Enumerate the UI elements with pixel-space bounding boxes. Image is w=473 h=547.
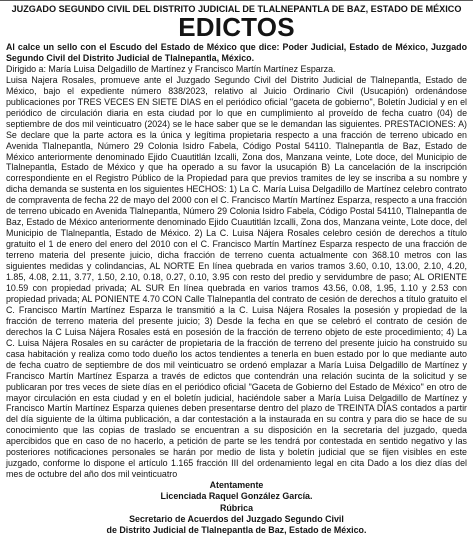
notice-title: EDICTOS (178, 12, 295, 42)
signature-attention: Atentamente (209, 480, 264, 491)
body-paragraph: Luisa Najera Rosales, promueve ante el Juzgado Segundo Civil del Distrito Judicial de Tlalnepantla, Estado de México, bajo el expediente número 838/2023, relativo al Juicio Ordinario Civil (Usucapión) ordenándose publicaciones por TRES VECES EN SIETE DIAS en el periódico oficial "gaceta de gobierno", Boletín Judicial y en el periódico de circulación diaria en esta ciudad por lo que en cumplimiento al proveído de fecha cuatro (04) de septiembre de dos mil veinticuatro (2024) se le hace saber que se le demandan las siguientes. PRESTACIONES: A) Se declare que la parte actora es la única y legítima propietaria respecto a una fracción de terreno ubicado en Avenida Tlalnepantla, Número 29 Colonia Isidro Fabela, Código Postal 54110. Tlalnepantla de Baz, Estado de México anteriormente denominado Ejido Cuautitlán Izcalli, Zona dos, Manzana veinte, Lote doce, del Municipio de Tlalnepantla, Estado de México y que ha operado a su favor la usucapión B) La cancelación de la inscripción correspondiente en el Registro Público de la Propiedad para que previos tramites de ley se inscriba a su nombre y dicha demanda se sustenta en los siguientes HECHOS: 1) La C. María Luisa Delgadillo de Martínez celebro contrato de compraventa de fecha 22 de mayo del 2000 con el C. Francisco Martín Martínez Esparza, respecto a una fracción de terreno ubicado en Avenida Tlalnepantla, Número 29 Colonia Isidro Fabela, Código Postal 54110, Tlalnepantla de Baz, Estado de México anteriormente denominado Ejido Cuautitlán Izcalli, Zona dos, Manzana veinte, Lote doce, del Municipio de Tlalnepantla, Estado de México. 2) La C. Luisa Nájera Rosales celebro cesión de derechos a título gratuito el 1 de enero del enero del 2010 con el C. Francisco Martín Martínez Esparza respecto de una fracción de terreno materia del presente juicio, dicha fracción de terreno cuenta actualmente con 368.10 metros con las siguientes medidas y colindancias, AL NORTE En línea quebrada en varios tramos 3.60, 0.10, 13.00, 2.10, 4.20, 1.85, 4.08, 2.11, 3.77, 1.50, 2.10, 0.18, 0.27, 0.10, 3.95 con resto del predio y servidumbre de paso; AL ORIENTE 10.59 con propiedad privada; AL SUR En línea quebrada en varios tramos 43.56, 0.08, 1.95, 1.10 y 2.53 con propiedad privada; AL PONIENTE 4.70 CON Calle Tlalnepantla del contrato de cesión de derechos a título gratuito el C. Francisco Martín Martínez Esparza le transmitió a la C. Luisa Nájera Rosales la posesión y propiedad de la fracción de terreno materia del presente juicio; 3) Desde la fecha en que se celebró el contrato de cesión de derechos la C Luisa Nájera Rosales está en posesión de la fracción de terreno objeto de este procedimiento; 4) La C. Luisa Nájera Rosales en su carácter de propietaria de la fracción de terreno del presente juicio ha construido su casa habitación y realiza como todo dueño los actos tendientes a tenerla en buen estado por lo que mediante auto de fecha cuatro de septiembre de dos mil veinticuatro se ordenó emplazar a María Luisa Delgadillo de Martínez y Francisco Martín Martínez Esparza a través de edictos que contendrán una relación sucinta de la solicitud y se publicaran por tres veces de siete días en el periódico oficial "Gaceta de Gobierno del Estado de México" en otro de mayor circulación en esta ciudad y en el boletín judicial, haciéndole saber a María Luisa Delgadillo de Martínez y Francisco Martín Martínez Esparza quienes deben presentarse dentro del plazo de TREINTA DÍAS contados a partir del día siguiente de la última publicación, a dar contestación a la instaurada en su contra y para dio se hace de su conocimiento que las copias de traslado se encuentran a su disposición en la secretaria del juzgado, queda apercibidos que en caso de no hacerlo, a petición de parte se les tendrá por contestada en sentido negativo y las posteriores notificaciones personales se harán por medio de lista y boletín judicial que se fijen visibles en este juzgado, conforme lo dispone el artículo 1.165 fracción III del ordenamiento legal en cita Dado a los diez días del mes de octubre del año dos mil veinticuatro (6, 74, 467, 480)
addressee-line: Dirigido a: María Luisa Delgadillo de Martínez y Francisco Martín Martínez Esparza. (6, 63, 336, 74)
signature-name: Licenciada Raquel González García. (160, 491, 313, 502)
signature-position-line-2: de Distrito Judicial de Tlalnepantla de Baz, Estado de México. (106, 524, 367, 535)
signature-position-line-1: Secretario de Acuerdos del Juzgado Segundo Civil (129, 513, 344, 524)
seal-paragraph: Al calce un sello con el Escudo del Estado de México que dice: Poder Judicial, Estado de México, Juzgado Segundo Civil del Distrito Judicial de Tlalnepantla, México. (6, 42, 467, 63)
signature-block (6, 480, 467, 536)
court-header: JUZGADO SEGUNDO CIVIL DEL DISTRITO JUDICIAL DE TLALNEPANTLA DE BAZ, ESTADO DE MÉXICO (11, 4, 462, 14)
signature-rubric: Rúbrica (219, 502, 254, 513)
